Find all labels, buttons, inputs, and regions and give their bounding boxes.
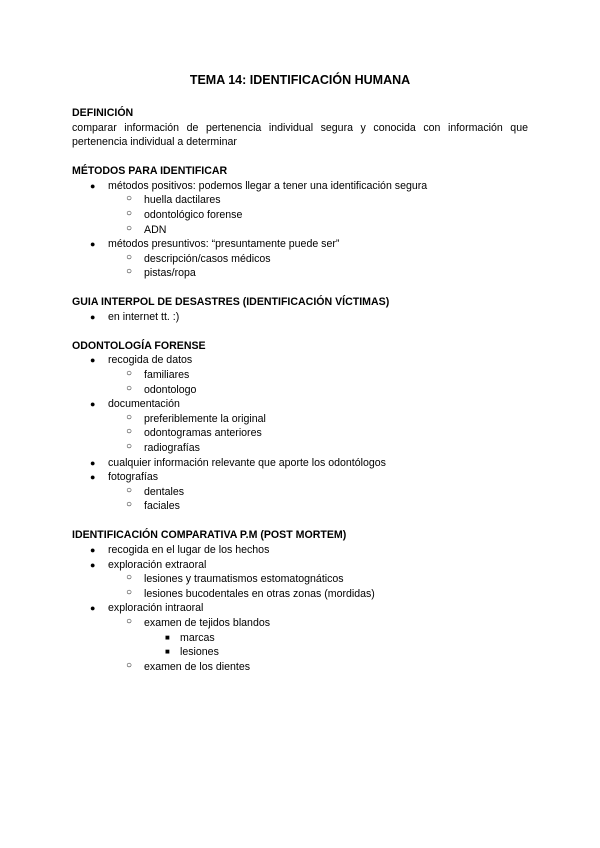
list-item xyxy=(108,441,528,456)
list-item-text: faciales xyxy=(144,500,180,513)
bullet-disc-icon: ● xyxy=(90,399,96,410)
list-item-text: descripción/casos médicos xyxy=(144,252,271,265)
list-item-text: lesiones bucodentales en otras zonas (mordidas) xyxy=(144,587,375,600)
sub-list xyxy=(108,412,528,456)
list-item xyxy=(108,266,528,281)
list-item-text: preferiblemente la original xyxy=(144,412,266,425)
list-item xyxy=(72,456,528,471)
bullet-circle-icon: ○ xyxy=(126,411,133,423)
list-item xyxy=(108,208,528,223)
bullet-disc-icon: ● xyxy=(90,472,96,483)
list-item xyxy=(72,310,528,325)
document-title: TEMA 14: IDENTIFICACIÓN HUMANA xyxy=(189,73,411,87)
bullet-square-icon: ■ xyxy=(165,632,170,642)
list-item-text: huella dactilares xyxy=(144,194,221,207)
list-item xyxy=(108,426,528,441)
bullet-list xyxy=(72,179,528,281)
bullet-disc-icon: ● xyxy=(90,180,96,191)
list-item xyxy=(144,645,528,660)
list-item-text: examen de los dientes xyxy=(144,660,251,673)
sub-list xyxy=(108,616,528,674)
section-guia-interpol xyxy=(72,295,528,324)
list-item-text: métodos presuntivos: “presuntamente puede ser” xyxy=(108,238,340,251)
bullet-list xyxy=(72,543,528,674)
list-item xyxy=(108,223,528,238)
bullet-disc-icon: ● xyxy=(90,603,96,614)
section-heading: IDENTIFICACIÓN COMPARATIVA P.M (POST MORTEM) xyxy=(72,529,347,542)
list-item xyxy=(72,237,528,281)
list-item xyxy=(108,587,528,602)
bullet-circle-icon: ○ xyxy=(126,572,133,584)
bullet-square-icon: ■ xyxy=(165,647,170,657)
list-item xyxy=(108,252,528,267)
bullet-circle-icon: ○ xyxy=(126,659,133,671)
section-paragraph: comparar información de pertenencia individual segura y conocida con información que pertenencia individual a determinar xyxy=(72,121,528,149)
list-item xyxy=(108,572,528,587)
list-item xyxy=(72,558,528,602)
list-item-text: radiografías xyxy=(144,442,200,455)
list-item-text: pistas/ropa xyxy=(144,267,196,280)
bullet-circle-icon: ○ xyxy=(126,441,133,453)
list-item xyxy=(108,660,528,675)
list-item xyxy=(108,485,528,500)
list-item-text: recogida en el lugar de los hechos xyxy=(108,544,270,556)
bullet-list xyxy=(72,353,528,514)
bullet-disc-icon: ● xyxy=(90,355,96,366)
document-body xyxy=(72,106,528,689)
bullet-circle-icon: ○ xyxy=(126,586,133,598)
list-item-text: exploración intraoral xyxy=(108,602,204,615)
sub-list xyxy=(108,572,528,601)
list-item-text: lesiones y traumatismos estomatognáticos xyxy=(144,573,344,586)
bullet-circle-icon: ○ xyxy=(126,368,133,380)
list-item xyxy=(108,616,528,660)
bullet-circle-icon: ○ xyxy=(126,251,133,263)
bullet-disc-icon: ● xyxy=(90,545,96,555)
bullet-disc-icon: ● xyxy=(90,311,96,322)
list-item xyxy=(72,601,528,674)
section-heading: DEFINICIÓN xyxy=(72,107,134,119)
bullet-circle-icon: ○ xyxy=(126,499,133,511)
bullet-circle-icon: ○ xyxy=(126,193,133,205)
bullet-circle-icon: ○ xyxy=(126,382,133,394)
sub-list xyxy=(108,485,528,514)
bullet-circle-icon: ○ xyxy=(126,484,133,496)
list-item-text: lesiones xyxy=(180,646,219,659)
list-item xyxy=(108,383,528,398)
sub-list xyxy=(108,193,528,237)
list-item-text: documentación xyxy=(108,398,180,411)
list-item xyxy=(72,179,528,237)
bullet-circle-icon: ○ xyxy=(126,222,133,234)
bullet-list xyxy=(72,310,528,325)
section-heading: MÉTODOS PARA IDENTIFICAR xyxy=(72,165,228,178)
list-item-text: fotografías xyxy=(108,471,159,484)
section-definicion xyxy=(72,106,528,150)
bullet-disc-icon: ● xyxy=(90,457,96,468)
list-item xyxy=(108,368,528,383)
list-item xyxy=(72,470,528,514)
list-item xyxy=(108,412,528,427)
section-identificacion-comparativa xyxy=(72,528,528,674)
bullet-circle-icon: ○ xyxy=(126,615,133,627)
bullet-circle-icon: ○ xyxy=(126,207,133,219)
list-item-text: odontologo xyxy=(144,383,197,396)
list-item-text: familiares xyxy=(144,369,190,382)
bullet-disc-icon: ● xyxy=(90,239,96,250)
list-item xyxy=(144,631,528,646)
list-item-text: cualquier información relevante que aporte los odontólogos xyxy=(108,456,386,469)
list-item-text: marcas xyxy=(180,631,215,644)
list-item-text: recogida de datos xyxy=(108,354,193,367)
section-heading: GUIA INTERPOL DE DESASTRES (IDENTIFICACIÓN VÍCTIMAS) xyxy=(72,296,390,309)
list-item-text: examen de tejidos blandos xyxy=(144,616,271,629)
sub-sub-list xyxy=(144,631,528,660)
list-item-text: odontológico forense xyxy=(144,208,243,221)
bullet-circle-icon: ○ xyxy=(126,266,133,278)
list-item-text: ADN xyxy=(144,223,167,236)
bullet-disc-icon: ● xyxy=(90,559,96,570)
list-item-text: en internet tt. :) xyxy=(108,310,180,323)
section-metodos xyxy=(72,164,528,281)
list-item-text: exploración extraoral xyxy=(108,558,207,571)
list-item-text: métodos positivos: podemos llegar a tener una identificación segura xyxy=(108,179,428,192)
section-heading: ODONTOLOGÍA FORENSE xyxy=(72,339,206,352)
list-item xyxy=(108,499,528,514)
section-odontologia-forense xyxy=(72,339,528,514)
bullet-circle-icon: ○ xyxy=(126,426,133,438)
list-item xyxy=(72,543,528,558)
list-item xyxy=(72,353,528,397)
list-item-text: dentales xyxy=(144,485,185,498)
list-item xyxy=(108,193,528,208)
sub-list xyxy=(108,252,528,281)
list-item-text: odontogramas anteriores xyxy=(144,427,262,440)
list-item xyxy=(72,397,528,455)
sub-list xyxy=(108,368,528,397)
